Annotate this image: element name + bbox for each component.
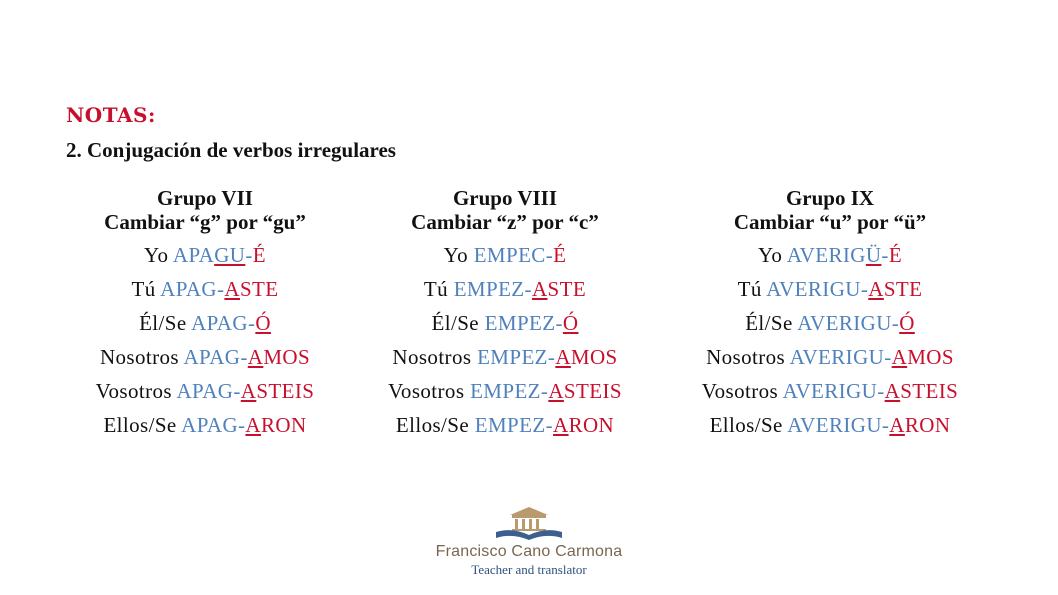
pronoun: Nosotros	[706, 345, 786, 369]
pronoun: Yo	[757, 243, 783, 267]
separator: -	[545, 243, 554, 267]
ending-rest: RON	[904, 413, 951, 437]
pronoun: Tú	[131, 277, 156, 301]
separator: -	[545, 413, 553, 437]
verb-stem: APAG	[181, 413, 239, 437]
pronoun: Yo	[144, 243, 169, 267]
verb-stem: EMPEZ	[474, 413, 546, 437]
temple-book-logo-icon	[492, 505, 566, 541]
ending-rest: STE	[547, 277, 587, 301]
ending-rest: STEIS	[900, 379, 959, 403]
pronoun: Tú	[423, 277, 449, 301]
verb-stem: AVERIGU	[789, 345, 885, 369]
verb-stem: EMPEC	[473, 243, 546, 267]
pronoun: Él/Se	[139, 311, 187, 335]
pronoun: Nosotros	[99, 345, 179, 369]
pronoun: Ellos/Se	[103, 413, 177, 437]
brand-tagline: Teacher and translator	[471, 562, 587, 577]
ending-rest: MOS	[263, 345, 311, 369]
verb-stem: EMPEZ	[477, 345, 548, 369]
separator: -	[233, 379, 241, 403]
separator: -	[247, 311, 256, 335]
separator: -	[891, 311, 900, 335]
conjugation-list	[40, 238, 370, 442]
separator: -	[555, 311, 563, 335]
ending-vowel: A	[224, 277, 240, 301]
ending-rest: MOS	[907, 345, 954, 369]
ending-vowel: É	[888, 243, 903, 267]
ending-rest: STEIS	[563, 379, 622, 403]
pronoun: Yo	[443, 243, 469, 267]
ending-vowel: A	[548, 379, 564, 403]
pronoun: Tú	[737, 277, 762, 301]
conjugation-row	[40, 408, 370, 442]
ending-vowel: A	[240, 379, 257, 403]
ending-rest: STEIS	[256, 379, 315, 403]
conjugation-row	[665, 306, 995, 340]
verb-stem: AVERIGU	[797, 311, 892, 335]
conjugation-row	[340, 306, 670, 340]
ending-vowel: A	[555, 345, 571, 369]
verb-stem-changed: GU	[214, 243, 246, 267]
conjugation-row	[340, 238, 670, 272]
ending-vowel: A	[531, 277, 548, 301]
group-title: Grupo VIII	[452, 186, 558, 210]
conjugation-row	[340, 272, 670, 306]
separator: -	[547, 345, 556, 369]
ending-vowel: A	[884, 379, 901, 403]
verb-stem: AVERIGU	[782, 379, 878, 403]
conjugation-row	[40, 340, 370, 374]
footer-branding	[0, 505, 1058, 578]
pronoun: Vosotros	[95, 379, 172, 403]
ending-vowel: A	[553, 413, 569, 437]
conjugation-row	[665, 340, 995, 374]
group-rule: Cambiar “g” por “gu”	[104, 210, 306, 234]
ending-vowel: A	[891, 345, 908, 369]
conjugation-row	[665, 272, 995, 306]
verb-stem: APAG	[176, 379, 234, 403]
ending-vowel: A	[245, 413, 261, 437]
group-rule: Cambiar “z” por “c”	[411, 210, 599, 234]
verb-stem: AVERIGU	[787, 413, 882, 437]
verb-stem: EMPEZ	[470, 379, 541, 403]
group-vii	[40, 186, 370, 442]
pronoun: Vosotros	[388, 379, 465, 403]
pronoun: Ellos/Se	[395, 413, 470, 437]
conjugation-row	[340, 340, 670, 374]
verb-stem: APAG	[160, 277, 217, 301]
pronoun: Ellos/Se	[709, 413, 783, 437]
conjugation-row	[665, 238, 995, 272]
conjugation-list	[340, 238, 670, 442]
separator: -	[540, 379, 549, 403]
separator: -	[881, 413, 890, 437]
conjugation-row	[340, 408, 670, 442]
notes-heading: NOTAS:	[66, 103, 156, 127]
conjugation-row	[40, 272, 370, 306]
ending-vowel: Ó	[899, 311, 915, 335]
separator: -	[881, 243, 889, 267]
verb-stem: APAG	[191, 311, 248, 335]
verb-stem: EMPEZ	[484, 311, 556, 335]
ending-vowel: A	[247, 345, 264, 369]
verb-stem: AVERIGU	[766, 277, 861, 301]
conjugation-row	[40, 238, 370, 272]
ending-vowel: É	[553, 243, 567, 267]
separator: -	[524, 277, 532, 301]
ending-vowel: É	[252, 243, 266, 267]
pronoun: Él/Se	[431, 311, 479, 335]
group-ix	[665, 186, 995, 442]
separator: -	[216, 277, 225, 301]
ending-vowel: A	[868, 277, 884, 301]
ending-vowel: Ó	[255, 311, 271, 335]
ending-vowel: A	[889, 413, 905, 437]
ending-rest: STE	[883, 277, 923, 301]
brand-name: Francisco Cano Carmona	[435, 543, 623, 560]
conjugation-row	[665, 408, 995, 442]
pronoun: Nosotros	[392, 345, 472, 369]
separator: -	[240, 345, 248, 369]
conjugation-list	[665, 238, 995, 442]
ending-rest: RON	[568, 413, 615, 437]
group-rule: Cambiar “u” por “ü”	[733, 210, 927, 234]
verb-stem: APAG	[183, 345, 241, 369]
separator: -	[877, 379, 885, 403]
group-viii	[340, 186, 670, 442]
separator: -	[860, 277, 869, 301]
conjugation-row	[40, 306, 370, 340]
verb-stem: EMPEZ	[453, 277, 525, 301]
separator: -	[245, 243, 253, 267]
conjugation-row	[340, 374, 670, 408]
pronoun: Vosotros	[701, 379, 779, 403]
verb-stem: AVERIG	[786, 243, 866, 267]
ending-rest: MOS	[570, 345, 618, 369]
group-title: Grupo IX	[785, 186, 875, 210]
conjugation-row	[665, 374, 995, 408]
ending-rest: RON	[261, 413, 307, 437]
separator: -	[884, 345, 892, 369]
ending-rest: STE	[239, 277, 279, 301]
separator: -	[238, 413, 246, 437]
ending-vowel: Ó	[562, 311, 579, 335]
conjugation-row	[40, 374, 370, 408]
verb-stem: APA	[172, 243, 215, 267]
group-title: Grupo VII	[157, 186, 253, 210]
verb-stem-changed: Ü	[865, 243, 882, 267]
pronoun: Él/Se	[745, 311, 793, 335]
section-subtitle: 2. Conjugación de verbos irregulares	[66, 138, 396, 162]
